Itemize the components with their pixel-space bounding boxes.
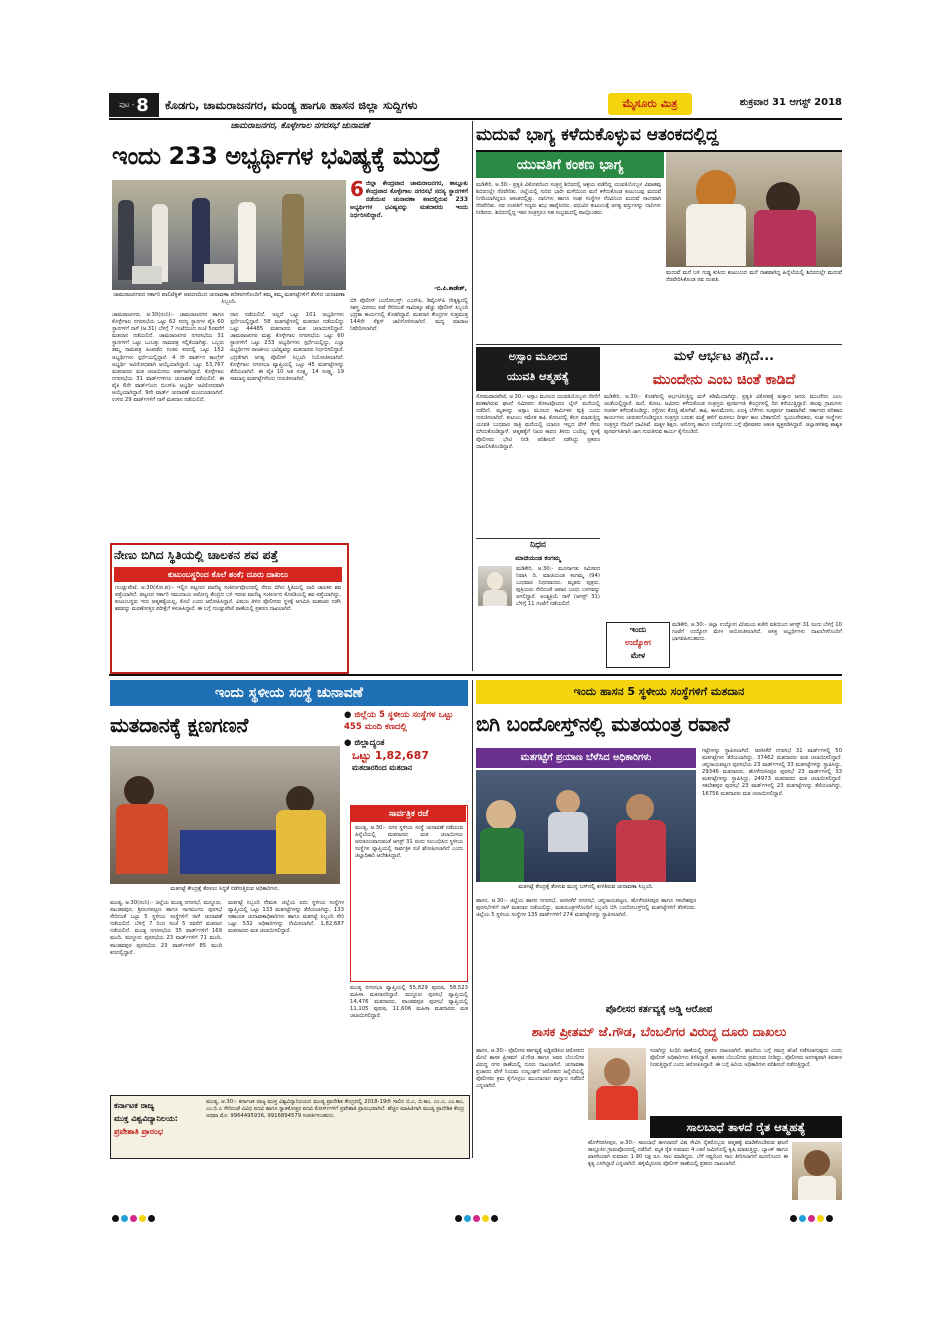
masthead-logo: ಮೈಸೂರು ಮಿತ್ರ xyxy=(608,93,692,115)
story4-body: ಗುಂಡ್ಲುಪೇಟೆ, ಆ.30(ಸೋ.ಪ):- ಇಲ್ಲಿನ ಪಟ್ಟಣದ ವಾಣಿಜ್ಯ ಸಂಕೀರ್ಣವೊಂದರಲ್ಲಿ ನೇಣು ಬಿಗಿದ ಸ್ಥಿತಿಯಲ್ಲಿ ಲಾರಿ ಚಾಲಕನ ಶವ ಪತ್ತೆಯಾಗಿದೆ. ಪಟ್ಟಣದ ಸರ್ಕಾರಿ ಸಮುದಾಯ ಆರೋಗ್ಯ ಕೇಂದ್ರದ ಬಳಿ ಇರುವ ವಾಣಿಜ್ಯ ಸಂಕೀರ್ಣದ ಕೊಠಡಿಯಲ್ಲಿ ಶವ ಪತ್ತೆಯಾಗಿದ್ದು, ಕುಟುಂಬಸ್ಥರು ಇದು ಆತ್ಮಹತ್ಯೆಯಲ್ಲ, ಕೊಲೆ ಎಂದು ಆರೋಪಿಸಿದ್ದಾರೆ. ವಿಷಯ ತಿಳಿದ ಪೊಲೀಸರು ಸ್ಥಳಕ್ಕೆ ಆಗಮಿಸಿ ಮಹಜರು ನಡೆಸಿ ಶವವನ್ನು ಮರಣೋತ್ತರ ಪರೀಕ್ಷೆಗೆ ಕಳುಹಿಸಿದ್ದಾರೆ. ಈ ಬಗ್ಗೆ ಗುಂಡ್ಲುಪೇಟೆ ಠಾಣೆಯಲ್ಲಿ ಪ್ರಕರಣ ದಾಖಲಾಗಿದೆ. xyxy=(115,585,341,613)
jobfair-label-line3: ಮೇಳ xyxy=(630,651,646,660)
edu-title-line2: ಮುಕ್ತ ವಿಶ್ವವಿದ್ಯಾನಿಲಯ: xyxy=(114,1114,178,1123)
story1-dropcap: 6 xyxy=(350,180,364,201)
story9-photo xyxy=(792,1142,842,1200)
registration-dot xyxy=(790,1215,797,1222)
story8-headline: ಶಾಸಕ ಪ್ರೀತಮ್ ಜೆ.ಗೌಡ, ಬೆಂಬಲಿಗರ ವಿರುದ್ಧ ದೂರು ದಾಖಲು xyxy=(531,1024,787,1039)
issue-date: ಶುಕ್ರವಾರ 31 ಆಗಸ್ಟ್ 2018 xyxy=(739,97,842,108)
story7-headline: ಬಿಗಿ ಬಂದೋಸ್ತ್‌ನಲ್ಲಿ ಮತಯಂತ್ರ ರವಾನೆ xyxy=(476,712,730,736)
story2-kicker: ಮದುವೆ ಭಾಗ್ಯ ಕಳೆದುಕೊಳ್ಳುವ ಆತಂಕದಲ್ಲಿದ್ದ xyxy=(476,120,842,152)
story8-col1: ಹಾಸನ, ಆ.30:- ಪೊಲೀಸರ ಕರ್ತವ್ಯಕ್ಕೆ ಅಡ್ಡಿಪಡಿಸಿದ ಆರೋಪದ ಮೇಲೆ ಶಾಸಕ ಪ್ರೀತಮ್ ಜೆ.ಗೌಡ ಹಾಗೂ ಅವರ ಬೆಂಬಲಿಗರ ವಿರುದ್ಧ ನಗರ ಠಾಣೆಯಲ್ಲಿ ದೂರು ದಾಖಲಾಗಿದೆ. ಚುನಾವಣಾ ಪ್ರಚಾರದ ವೇಳೆ ನಿಯಮ ಉಲ್ಲಂಘನೆ ಆರೋಪದ ಹಿನ್ನೆಲೆಯಲ್ಲಿ ಪೊಲೀಸರು ಕ್ರಮ ಕೈಗೊಳ್ಳಲು ಮುಂದಾದಾಗ ವಾಗ್ವಾದ ನಡೆದಿದೆ ಎನ್ನಲಾಗಿದೆ. xyxy=(476,1048,584,1090)
registration-dot xyxy=(464,1215,471,1222)
story1-caption: ಚಾಮರಾಜನಗರದ ಸರ್ಕಾರಿ ಪಾಲಿಟೆಕ್ನಿಕ್ ಆವರಣದಿಂದ ಚುನಾವಣಾ ಪರಿಕರಗಳೊಂದಿಗೆ ತಮ್ಮ ತಮ್ಮ ಮತಗಟ್ಟೆಗಳಿಗೆ ತೆರಳಿದ ಚುನಾವಣಾ ಸಿಬ್ಬಂದಿ. xyxy=(113,292,345,305)
story5-headline: ಮುಂದೇನು ಎಂಬ ಚಿಂತೆ ಕಾಡಿದೆ xyxy=(652,372,796,388)
story1-photo xyxy=(112,180,346,290)
story2-body: ಮಡಿಕೇರಿ, ಆ.30:- ಪ್ರಕೃತಿ ವಿಕೋಪದಿಂದ ಸಂತ್ರಸ್ತ ಶಿಬಿರದಲ್ಲಿ ಆಶ್ರಯ ಪಡೆದಿದ್ದ ಯುವತಿಯೊಬ್ಬಳ ವಿವಾಹವು ಶಿಬಿರದಲ್ಲೇ ನೆರವೇರಿತು. ಜಿಲ್ಲೆಯಲ್ಲಿ ಸುರಿದ ಭಾರೀ ಮಳೆಯಿಂದ ಮನೆ ಕಳೆದುಕೊಂಡ ಕುಟುಂಬವು ಮದುವೆ ನಿಗದಿಯಾಗಿದ್ದರೂ ಆತಂಕದಲ್ಲಿತ್ತು. ದಾನಿಗಳು ಹಾಗೂ ಸಂಘ ಸಂಸ್ಥೆಗಳ ನೆರವಿನಿಂದ ಮದುವೆ ಸಾಂಗವಾಗಿ ನೆರವೇರಿತು. ನವ ದಂಪತಿಗೆ ಗಣ್ಯರು ಶುಭ ಹಾರೈಸಿದರು. ವಧುವಿನ ಕುಟುಂಬಕ್ಕೆ ಅಗತ್ಯ ವಸ್ತುಗಳನ್ನು ದಾನಿಗಳು ನೀಡಿದರು. ಶಿಬಿರದಲ್ಲಿದ್ದ ಇತರ ಸಂತ್ರಸ್ತರೂ ಸಹ ಸಂಭ್ರಮದಲ್ಲಿ ಪಾಲ್ಗೊಂಡರು. xyxy=(476,182,661,217)
story7-subhead: ಮತಗಟ್ಟೆಗೆ ಪ್ರಯಾಣ ಬೆಳೆಸಿದ ಅಧಿಕಾರಿಗಳು xyxy=(476,748,696,768)
story7-col2: ಗಟ್ಟೆಗಳನ್ನು ಸ್ಥಾಪಿಸಲಾಗಿದೆ. ಅರಸೀಕೆರೆ ನಗರಸಭೆ 31 ವಾರ್ಡ್‌ಗಳಲ್ಲಿ 50 ಮತಗಟ್ಟೆಗಳು ತೆರೆಯಲಾಗಿದ್ದು, 37462 ಮತದಾರರು ಮತ ಚಲಾಯಿಸಲಿದ್ದಾರೆ. ಚನ್ನರಾಯಪಟ್ಟಣ ಪುರಸಭೆಯ 23 ವಾರ್ಡ್‌ಗಳಲ್ಲಿ 33 ಮತಗಟ್ಟೆಗಳನ್ನು ಸ್ಥಾಪಿಸಿದ್ದು, 29346 ಮತದಾರರು, ಹೊಳೆನರಸೀಪುರ ಪುರಸಭೆ 23 ವಾರ್ಡ್‌ಗಳಲ್ಲಿ 33 ಮತಗಟ್ಟೆಗಳನ್ನು ಸ್ಥಾಪಿಸಿದ್ದು, 24973 ಮತದಾರರು ಮತ ಚಲಾಯಿಸಲಿದ್ದಾರೆ. ಸಕಲೇಶಪುರ ಪುರಸಭೆ 23 ವಾರ್ಡ್‌ಗಳಲ್ಲಿ 23 ಮತಗಟ್ಟೆಗಳನ್ನು ತೆರೆಯಲಾಗಿದ್ದು, 16756 ಮತದಾರರು ಮತ ಚಲಾಯಿಸಲಿದ್ದಾರೆ. xyxy=(702,748,842,797)
column-rule xyxy=(472,121,473,671)
story7-photo xyxy=(476,770,696,882)
story6-headline: ಮತದಾನಕ್ಕೆ ಕ್ಷಣಗಣನೆ xyxy=(110,713,249,737)
story5-body: ಮಡಿಕೇರಿ, ಆ.30:- ಕೊಡಗಿನಲ್ಲಿ ಆರ್ಭಟಿಸುತ್ತಿದ್ದ ಮಳೆ ಕಡಿಮೆಯಾಗಿದ್ದು, ಪ್ರಕೃತಿ ವಿಕೋಪಕ್ಕೆ ತುತ್ತಾದ ಜನರು ಮುಂದೇನು ಎಂಬ ಚಿಂತೆಯಲ್ಲಿದ್ದಾರೆ. ಮನೆ, ತೋಟ, ಜಮೀನು ಕಳೆದುಕೊಂಡ ಸಂತ್ರಸ್ತರು ಪುನರ್ವಸತಿ ಕೇಂದ್ರಗಳಲ್ಲಿ ದಿನ ಕಳೆಯುತ್ತಿದ್ದಾರೆ. ಹಲವು ಗ್ರಾಮಗಳು ಸಂಪರ್ಕ ಕಳೆದುಕೊಂಡಿದ್ದು, ರಸ್ತೆಗಳು ಕೊಚ್ಚಿ ಹೋಗಿವೆ. ಕಾಫಿ, ಕಾಳುಮೆಣಸು, ಏಲಕ್ಕಿ ಬೆಳೆಗಳು ಸಂಪೂರ್ಣ ನಾಶವಾಗಿವೆ. ಸರ್ಕಾರದ ಪರಿಹಾರ ಕಾರ್ಯಗಳು ಚುರುಕುಗೊಂಡಿದ್ದರೂ ಸಂತ್ರಸ್ತರ ಬದುಕು ಮತ್ತೆ ಹಳಿಗೆ ಮರಳಲು ದೀರ್ಘ ಕಾಲ ಬೇಕಾಗಲಿದೆ. ಸ್ವಯಂಸೇವಕರು, ಸಂಘ ಸಂಸ್ಥೆಗಳು ಸಂತ್ರಸ್ತರ ನೆರವಿಗೆ ಧಾವಿಸಿವೆ. ಮಕ್ಕಳ ಶಿಕ್ಷಣ, ಆರೋಗ್ಯ ಹಾಗೂ ಉದ್ಯೋಗದ ಬಗ್ಗೆ ಪೋಷಕರು ಆತಂಕ ವ್ಯಕ್ತಪಡಿಸಿದ್ದಾರೆ. ಜಿಲ್ಲಾಡಳಿತವು ಶಾಶ್ವತ ಪುನರ್ವಸತಿಗಾಗಿ ಜಾಗ ಗುರುತಿಸುವ ಕಾರ್ಯ ಕೈಗೊಂಡಿದೆ. xyxy=(604,394,842,436)
story4-headline: ನೇಣು ಬಿಗಿದ ಸ್ಥಿತಿಯಲ್ಲಿ ಚಾಲಕನ ಶವ ಪತ್ತೆ xyxy=(114,548,279,562)
registration-dot xyxy=(148,1215,155,1222)
story9-body: ಹೊಳೆನರಸೀಪುರ, ಆ.30:- ಸಾಲಬಾಧೆ ತಾಳಲಾರದೆ ವಿಷ ಸೇವಿಸಿ ರೈತರೊಬ್ಬರು ಆತ್ಮಹತ್ಯೆ ಮಾಡಿಕೊಂಡಿರುವ ಘಟನೆ ತಾಲ್ಲೂಕಿನ ಗ್ರಾಮವೊಂದರಲ್ಲಿ ನಡೆದಿದೆ. ಮೃತ ರೈತ ಸುಮಾರು 4 ಎಕರೆ ಜಮೀನಿನಲ್ಲಿ ಕೃಷಿ ಮಾಡುತ್ತಿದ್ದು, ಬ್ಯಾಂಕ್ ಹಾಗೂ ಖಾಸಗಿಯಾಗಿ ಸುಮಾರು 1.90 ಲಕ್ಷ ರೂ. ಸಾಲ ಮಾಡಿದ್ದರು. ಬೆಳೆ ನಷ್ಟದಿಂದ ಸಾಲ ತೀರಿಸಲಾಗದೆ ಮನನೊಂದು ಈ ಕೃತ್ಯ ಎಸಗಿದ್ದಾರೆ ಎನ್ನಲಾಗಿದೆ. ಹಳ್ಳಿಮೈಸೂರು ಪೊಲೀಸ್ ಠಾಣೆಯಲ್ಲಿ ಪ್ರಕರಣ ದಾಖಲಾಗಿದೆ. xyxy=(588,1140,788,1168)
story6-bullet2: ● ಜಿಲ್ಲಾದ್ಯಂತ xyxy=(344,738,385,748)
story5-kicker: ಮಳೆ ಆರ್ಭಟ ತಗ್ಗಿದೆ... xyxy=(673,349,775,364)
edu-title-line3: ಪ್ರವೇಶಾತಿ ಪ್ರಾರಂಭ xyxy=(114,1127,164,1136)
story6-bullet2-label: ಜಿಲ್ಲಾದ್ಯಂತ xyxy=(354,738,385,748)
story3-headline-line1: ಅಸ್ಸಾಂ ಮೂಲದ xyxy=(508,350,568,363)
registration-dot xyxy=(482,1215,489,1222)
story1-kicker: ಚಾಮರಾಜನಗರ, ಕೊಳ್ಳೇಗಾಲ ನಗರಸಭೆ ಚುನಾವಣೆ xyxy=(230,121,370,131)
page-number: 8 xyxy=(136,94,149,116)
obituary-photo xyxy=(478,566,512,606)
edu-text: ಮಂಡ್ಯ, ಆ.30:- ಕರ್ನಾಟಕ ರಾಜ್ಯ ಮುಕ್ತ ವಿಶ್ವವಿದ್ಯಾನಿಲಯದ ಮಂಡ್ಯ ಪ್ರಾದೇಶಿಕ ಕೇಂದ್ರದಲ್ಲಿ 2018-19ನೇ ಸಾಲಿನ ಬಿ.ಎ, ಬಿ.ಕಾಂ, ಎಂ.ಎ, ಎಂ.ಕಾಂ, ಎಂ.ಬಿ.ಎ ಸೇರಿದಂತೆ ವಿವಿಧ ಪದವಿ ಹಾಗೂ ಸ್ನಾತಕೋತ್ತರ ಪದವಿ ಕೋರ್ಸ್‌ಗಳಿಗೆ ಪ್ರವೇಶಾತಿ ಪ್ರಾರಂಭವಾಗಿದೆ. ಹೆಚ್ಚಿನ ಮಾಹಿತಿಗಾಗಿ ಮಂಡ್ಯ ಪ್ರಾದೇಶಿಕ ಕೇಂದ್ರ ಅಥವಾ ಮೊ: 9964495936, 9916894579 ಸಂಪರ್ಕಿಸಬಹುದು. xyxy=(206,1099,464,1120)
story7-caption: ಮತಗಟ್ಟೆ ಕೇಂದ್ರಕ್ಕೆ ತೆರಳುವ ಮುನ್ನ ಬಸ್‌ನಲ್ಲಿ ಕುಳಿತಿರುವ ಚುನಾವಣಾ ಸಿಬ್ಬಂದಿ. xyxy=(518,884,654,890)
story6-col2: ಮತಗಟ್ಟೆ ಸಿಬ್ಬಂದಿ ನೇಮಕ: ಜಿಲ್ಲೆಯ ಐದು ಸ್ಥಳೀಯ ಸಂಸ್ಥೆಗಳ ವ್ಯಾಪ್ತಿಯಲ್ಲಿ ಒಟ್ಟು 133 ಮತಗಟ್ಟೆಗಳನ್ನು ತೆರೆಯಲಾಗಿದ್ದು, 133 ಸಹಾಯಕ ಚುನಾವಣಾಧಿಕಾರಿಗಳು ಹಾಗೂ ಮತಗಟ್ಟೆ ಸಿಬ್ಬಂದಿ ಸೇರಿ ಒಟ್ಟು 532 ಅಧಿಕಾರಿಗಳನ್ನು ನೇಮಿಸಲಾಗಿದೆ. 1,82,687 ಮತದಾರರು ಮತ ಚಲಾಯಿಸಲಿದ್ದಾರೆ. xyxy=(228,900,344,935)
obituary-text: ಮಡಿಕೇರಿ, ಆ.30:- ಮೂರ್ನಾಡು ಸಮೀಪದ ನಿವಾಸಿ ದಿ. ಮಾಚಿಯಂಡ ಕಂಗಮ್ಮ (94) ಬುಧವಾರ ನಿಧನರಾದರು. ಮೃತರು ಪುತ್ರರು, ಪುತ್ರಿಯರು ಸೇರಿದಂತೆ ಅಪಾರ ಬಂಧು ಬಳಗವನ್ನು ಅಗಲಿದ್ದಾರೆ. ಅಂತ್ಯಕ್ರಿಯೆ ನಾಳೆ (ಆಗಸ್ಟ್ 31) ಬೆಳಿಗ್ಗೆ 11 ಗಂಟೆಗೆ ನಡೆಯಲಿದೆ. xyxy=(516,566,600,608)
jobfair-label-line2: ಉದ್ಯೋಗ xyxy=(625,638,651,647)
story4-subhead: ಕುಟುಂಬಸ್ಥರಿಂದ ಕೊಲೆ ಶಂಕೆ; ದೂರು ದಾಖಲು xyxy=(114,567,342,582)
registration-dot xyxy=(112,1215,119,1222)
registration-marks-right xyxy=(790,1207,835,1226)
registration-dot xyxy=(455,1215,462,1222)
registration-marks-left xyxy=(112,1207,157,1226)
story6-col1: ಮಂಡ್ಯ, ಆ.30(ನಂನಿ):- ಜಿಲ್ಲೆಯ ಮಂಡ್ಯ ನಗರಸಭೆ, ಮದ್ದೂರು, ಪಾಂಡವಪುರ, ಶ್ರೀರಂಗಪಟ್ಟಣ ಹಾಗೂ ನಾಗಮಂಗಲ ಪುರಸಭೆ ಸೇರಿದಂತೆ ಒಟ್ಟು 5 ಸ್ಥಳೀಯ ಸಂಸ್ಥೆಗಳಿಗೆ ನಾಳೆ ಚುನಾವಣೆ ನಡೆಯಲಿದೆ. ಬೆಳಿಗ್ಗೆ 7 ರಿಂದ ಸಂಜೆ 5 ರವರೆಗೆ ಮತದಾನ ನಡೆಯಲಿದೆ. ಮಂಡ್ಯ ನಗರಸಭೆಯ 35 ವಾರ್ಡ್‌ಗಳಿಗೆ 169 ಮಂದಿ, ಮದ್ದೂರು ಪುರಸಭೆಯ 23 ವಾರ್ಡ್‌ಗಳಿಗೆ 71 ಮಂದಿ, ಪಾಂಡವಪುರ ಪುರಸಭೆಯ 23 ವಾರ್ಡ್‌ಗಳಿಗೆ 85 ಮಂದಿ ಕಣದಲ್ಲಿದ್ದಾರೆ. xyxy=(110,900,222,956)
story6-bullet2-tail: ಮತದಾರರಿಂದ ಮತದಾನ xyxy=(352,763,413,772)
story1-col3: ಬಿಗಿ ಪೊಲೀಸ್ ಬಂದೋಬಸ್ತ್: ಎಎಸ್‌ಪಿ, ಡಿವೈಎಸ್‌ಪಿ ನೇತೃತ್ವದಲ್ಲಿ ಸಶಸ್ತ್ರ ಮೀಸಲು ಪಡೆ ಸೇರಿದಂತೆ ಸಾವಿರಕ್ಕೂ ಹೆಚ್ಚು ಪೊಲೀಸ್ ಸಿಬ್ಬಂದಿ ಭದ್ರತಾ ಕಾರ್ಯದಲ್ಲಿ ತೊಡಗಿದ್ದಾರೆ. ಮತದಾನ ಕೇಂದ್ರಗಳ ಸುತ್ತಮುತ್ತ 144ನೇ ಸೆಕ್ಷನ್ ಜಾರಿಗೊಳಿಸಲಾಗಿದೆ. ಮದ್ಯ ಮಾರಾಟ ನಿಷೇಧಿಸಲಾಗಿದೆ. xyxy=(350,298,468,333)
story8-kicker: ಪೊಲೀಸರ ಕರ್ತವ್ಯಕ್ಕೆ ಅಡ್ಡಿ ಆರೋಪ xyxy=(605,1004,713,1015)
story1-byline: -ಬಿ.ಪಿ.ಕಾಡೇಶ್, xyxy=(433,285,467,292)
story2-caption: ಮದುವೆ ಮನೆ ಬಳಿ ಗುಡ್ಡ ಕುಸಿದು ಕುಟುಂಬದ ಮನೆ ನಾಶವಾಗಿದ್ದ ಹಿನ್ನೆಲೆಯಲ್ಲಿ ಶಿಬಿರದಲ್ಲೇ ಮದುವೆ ನೆರವೇರಿಸಿಕೊಂಡ ನವ ದಂಪತಿ. xyxy=(666,270,842,283)
story3-headline-line2: ಯುವತಿ ಆತ್ಮಹತ್ಯೆ xyxy=(507,370,569,383)
page-label: ಪುಟ - xyxy=(119,100,135,109)
story7-col1: ಹಾಸನ, ಆ.30:- ಜಿಲ್ಲೆಯ ಹಾಸನ ನಗರಸಭೆ, ಅರಸೀಕೆರೆ ನಗರಸಭೆ, ಚನ್ನರಾಯಪಟ್ಟಣ, ಹೊಳೆನರಸೀಪುರ ಹಾಗೂ ಸಕಲೇಶಪುರ ಪುರಸಭೆಗಳಿಗೆ ನಾಳೆ ಮತದಾನ ನಡೆಯಲಿದ್ದು, ಮತಯಂತ್ರಗಳೊಂದಿಗೆ ಸಿಬ್ಬಂದಿ ಬಿಗಿ ಬಂದೋಬಸ್ತ್‌ನಲ್ಲಿ ಮತಗಟ್ಟೆಗಳಿಗೆ ತೆರಳಿದರು. ಜಿಲ್ಲೆಯ 5 ಸ್ಥಳೀಯ ಸಂಸ್ಥೆಗಳ 135 ವಾರ್ಡ್‌ಗಳಿಗೆ 274 ಮತಗಟ್ಟೆಗಳನ್ನು ಸ್ಥಾಪಿಸಲಾಗಿದೆ. xyxy=(476,898,696,919)
story2-photo xyxy=(666,152,842,267)
story1-col2: ದಾನ ನಡೆಯಲಿದೆ. ಅಲ್ಲದೆ ಒಟ್ಟು 101 ಅಭ್ಯರ್ಥಿಗಳು ಸ್ಪರ್ಧೆಯಲ್ಲಿದ್ದಾರೆ. 58 ಮತಗಟ್ಟೆಗಳಲ್ಲಿ ಮತದಾನ ನಡೆಯಲಿದ್ದು ಒಟ್ಟು 44485 ಮತದಾರರು ಮತ ಚಲಾಯಿಸಲಿದ್ದಾರೆ. ಚಾಮರಾಜನಗರ ಮತ್ತು ಕೊಳ್ಳೇಗಾಲ ನಗರಸಭೆಯ ಒಟ್ಟು 60 ಸ್ಥಾನಗಳಿಗೆ ಒಟ್ಟು 233 ಅಭ್ಯರ್ಥಿಗಳು ಸ್ಪರ್ಧೆಯಲ್ಲಿದ್ದು, ಎಲ್ಲಾ ಅಭ್ಯರ್ಥಿಗಳ ರಾಜಕೀಯ ಭವಿಷ್ಯವನ್ನು ಮತದಾರರು ನಿರ್ಧರಿಸಲಿದ್ದಾರೆ. ಭದ್ರತೆಗಾಗಿ ಅಗತ್ಯ ಪೊಲೀಸ್ ಸಿಬ್ಬಂದಿ ನಿಯೋಜಿಸಲಾಗಿದೆ. ಕೊಳ್ಳೇಗಾಲ ನಗರಸಭಾ ವ್ಯಾಪ್ತಿಯಲ್ಲಿ ಒಟ್ಟು 45 ಮತಗಟ್ಟೆಗಳನ್ನು ತೆರೆಯಲಾಗಿದೆ. ಈ ಪೈಕಿ 10 ಅತಿ ಸೂಕ್ಷ್ಮ, 14 ಸೂಕ್ಷ್ಮ, 19 ಸಾಮಾನ್ಯ ಮತಗಟ್ಟೆಗಳೆಂದು ಗುರುತಿಸಲಾಗಿದೆ. xyxy=(230,312,344,382)
column-rule-lower xyxy=(472,680,473,1158)
story6-banner: ಇಂದು ಸ್ಥಳೀಯ ಸಂಸ್ಥೆ ಚುನಾವಣೆ xyxy=(110,680,468,706)
holiday-text: ಮಂಡ್ಯ, ಆ.30:- ನಗರ ಸ್ಥಳೀಯ ಸಂಸ್ಥೆ ಚುನಾವಣೆ ನಡೆಯುವ ಹಿನ್ನೆಲೆಯಲ್ಲಿ ಮತದಾರರು ಮತ ಚಲಾಯಿಸಲು ಅನುಕೂಲವಾಗುವಂತೆ ಆಗಸ್ಟ್ 31 ರಂದು ಸಂಬಂಧಿಸಿದ ಸ್ಥಳೀಯ ಸಂಸ್ಥೆಗಳ ವ್ಯಾಪ್ತಿಯಲ್ಲಿ ಸಾರ್ವತ್ರಿಕ ರಜೆ ಘೋಷಿಸಲಾಗಿದೆ ಎಂದು ಜಿಲ್ಲಾಧಿಕಾರಿ ಆದೇಶಿಸಿದ್ದಾರೆ. xyxy=(355,825,463,860)
registration-dot xyxy=(808,1215,815,1222)
story1-lead-text: ಜಿಲ್ಲಾ ಕೇಂದ್ರವಾದ ಚಾಮರಾಜನಗರ, ತಾಲ್ಲೂಕು ಕೇಂದ್ರವಾದ ಕೊಳ್ಳೇಗಾಲ ನಗರಸಭೆ ಸದಸ್ಯ ಸ್ಥಾನಗಳಿಗೆ ನಡೆಯುವ ಚುನಾವಣಾ ಕಣದಲ್ಲಿರುವ 233 ಅಭ್ಯರ್ಥಿಗಳ ಭವಿಷ್ಯವನ್ನು ಮತದಾರರು ಇಂದು ನಿರ್ಧರಿಸಲಿದ್ದಾರೆ. xyxy=(350,180,468,219)
story6-col3: ಮಂಡ್ಯ ನಗರಸಭಾ ವ್ಯಾಪ್ತಿಯಲ್ಲಿ 55,829 ಪುರುಷ, 58,523 ಮಹಿಳಾ ಮತದಾರರಿದ್ದಾರೆ. ಮದ್ದೂರು ಪುರಸಭೆ ವ್ಯಾಪ್ತಿಯಲ್ಲಿ 14,476 ಮತದಾರರು, ಪಾಂಡವಪುರ ಪುರಸಭೆ ವ್ಯಾಪ್ತಿಯಲ್ಲಿ 11,105 ಪುರುಷ, 11,606 ಮಹಿಳಾ ಮತದಾರರು ಮತ ಚಲಾಯಿಸಲಿದ್ದಾರೆ. xyxy=(350,985,468,1020)
story6-bullet1-text: ಜಿಲ್ಲೆಯ 5 ಸ್ಥಳೀಯ ಸಂಸ್ಥೆಗಳ ಒಟ್ಟು 455 ಮಂದಿ ಕಣದಲ್ಲಿ xyxy=(344,710,454,732)
registration-dot xyxy=(121,1215,128,1222)
story6-bullet1: ● ಜಿಲ್ಲೆಯ 5 ಸ್ಥಳೀಯ ಸಂಸ್ಥೆಗಳ ಒಟ್ಟು 455 ಮಂದಿ ಕಣದಲ್ಲಿ xyxy=(344,710,454,732)
story2-rule xyxy=(476,344,842,345)
story3-body: ಸೋಮವಾರಪೇಟೆ, ಆ.30:- ಅಸ್ಸಾಂ ಮೂಲದ ಯುವತಿಯೊಬ್ಬಳು ನೇಣಿಗೆ ಶರಣಾಗಿರುವ ಘಟನೆ ಸಮೀಪದ ತೋಟವೊಂದರ ಲೈನ್ ಮನೆಯಲ್ಲಿ ನಡೆದಿದೆ. ಮೃತಳನ್ನು ಅಸ್ಸಾಂ ಮೂಲದ ಕಾರ್ಮಿಕನ ಪುತ್ರಿ ಎಂದು ಗುರುತಿಸಲಾಗಿದೆ. ಕುಟುಂಬ ಸಮೇತ ಕಾಫಿ ತೋಟದಲ್ಲಿ ಕೆಲಸ ಮಾಡುತ್ತಿದ್ದ ಯುವತಿ ಬುಧವಾರ ರಾತ್ರಿ ಮನೆಯಲ್ಲಿ ಯಾರೂ ಇಲ್ಲದ ವೇಳೆ ನೇಣು ಬಿಗಿದುಕೊಂಡಿದ್ದಾಳೆ. ಆತ್ಮಹತ್ಯೆಗೆ ನಿಖರ ಕಾರಣ ತಿಳಿದು ಬಂದಿಲ್ಲ. ಸ್ಥಳಕ್ಕೆ ಪೊಲೀಸರು ಭೇಟಿ ನೀಡಿ ಪರಿಶೀಲನೆ ನಡೆಸಿದ್ದು ಪ್ರಕರಣ ದಾಖಲಿಸಿಕೊಂಡಿದ್ದಾರೆ. xyxy=(476,394,600,450)
holiday-title: ಸಾರ್ವತ್ರಿಕ ರಜೆ xyxy=(351,806,466,822)
story8-photo xyxy=(588,1048,646,1120)
registration-dot xyxy=(473,1215,480,1222)
story7-banner: ಇಂದು ಹಾಸನ 5 ಸ್ಥಳೀಯ ಸಂಸ್ಥೆಗಳಿಗೆ ಮತದಾನ xyxy=(476,680,842,704)
story1-headline: ಇಂದು 233 ಅಭ್ಯರ್ಥಿಗಳ ಭವಿಷ್ಯಕ್ಕೆ ಮುದ್ರೆ xyxy=(112,142,440,170)
story2-headline: ಯುವತಿಗೆ ಕಂಕಣ ಭಾಗ್ಯ xyxy=(476,152,664,178)
story8-col2: ಸಲಾಗಿದ್ದು ಸಿಂಧಿನಿ ಠಾಣೆಯಲ್ಲಿ ಪ್ರಕರಣ ದಾಖಲಾಗಿದೆ. ಘಟನೆಯ ಬಗ್ಗೆ ಸಮಗ್ರ ತನಿಖೆ ನಡೆಸಲಾಗುವುದು ಎಂದು ಪೊಲೀಸ್ ಅಧಿಕಾರಿಗಳು ತಿಳಿಸಿದ್ದಾರೆ. ಶಾಸಕರ ಬೆಂಬಲಿಗರು ಪ್ರತಿದೂರು ನೀಡಿದ್ದು, ಪೊಲೀಸರು ಅನಗತ್ಯವಾಗಿ ಕಿರುಕುಳ ನೀಡುತ್ತಿದ್ದಾರೆ ಎಂದು ಆರೋಪಿಸಿದ್ದಾರೆ. ಈ ಬಗ್ಗೆ ಹಿರಿಯ ಅಧಿಕಾರಿಗಳು ಪರಿಶೀಲನೆ ನಡೆಸುತ್ತಿದ್ದಾರೆ. xyxy=(650,1048,842,1069)
story6-caption: ಮತಗಟ್ಟೆ ಕೇಂದ್ರಕ್ಕೆ ತೆರಳಲು ಸಿದ್ಧತೆ ನಡೆಸುತ್ತಿರುವ ಅಧಿಕಾರಿಗಳು. xyxy=(170,886,280,892)
registration-dot xyxy=(139,1215,146,1222)
page-number-badge xyxy=(109,93,159,117)
obituary-name: ಮಾಚಿಯಂಡ ಕಂಗಮ್ಮ xyxy=(515,554,561,562)
registration-dot xyxy=(491,1215,498,1222)
story6-bullets xyxy=(344,709,468,803)
registration-dot xyxy=(826,1215,833,1222)
section-title: ಕೊಡಗು, ಚಾಮರಾಜನಗರ, ಮಂಡ್ಯ ಹಾಗೂ ಹಾಸನ ಜಿಲ್ಲಾ ಸುದ್ದಿಗಳು xyxy=(165,98,418,112)
edu-title xyxy=(114,1099,202,1138)
registration-dot xyxy=(817,1215,824,1222)
jobfair-label-line1: ಇಂದು xyxy=(629,625,647,634)
story1-col1: ಚಾಮರಾಜನಗರ, ಆ.30(ನಂನಿ):- ಚಾಮರಾಜನಗರ ಹಾಗೂ ಕೊಳ್ಳೇಗಾಲ ನಗರಸಭೆಯ ಒಟ್ಟು 62 ಸದಸ್ಯ ಸ್ಥಾನಗಳ ಪೈಕಿ 60 ಸ್ಥಾನಗಳಿಗೆ ನಾಳೆ (ಆ.31) ಬೆಳಿಗ್ಗೆ 7 ಗಂಟೆಯಿಂದ ಸಂಜೆ 5ರವರೆಗೆ ಮತದಾನ ನಡೆಯಲಿದೆ. ಚಾಮರಾಜನಗರ ನಗರಸಭೆಯ 31 ಸ್ಥಾನಗಳಿಗೆ ಒಟ್ಟು ಒಂಬತ್ತು ನಾಮಪತ್ರ ಸಲ್ಲಿಕೆಯಾಗಿತ್ತು. ಒಬ್ಬರು ತಮ್ಮ ನಾಮಪತ್ರ ಹಿಂಪಡೆದ ನಂತರ ಕಣದಲ್ಲಿ ಒಟ್ಟು 152 ಅಭ್ಯರ್ಥಿಗಳು ಸ್ಪರ್ಧೆಯಲ್ಲಿದ್ದಾರೆ. 4 ನೇ ವಾರ್ಡ್‌ನ ಕಾಂಗ್ರೆಸ್ ಅಭ್ಯರ್ಥಿ ಅವಿರೋಧವಾಗಿ ಆಯ್ಕೆಯಾಗಿದ್ದಾರೆ. ಒಟ್ಟು 53,767 ಮತದಾರರು ಮತ ಚಲಾಯಿಸಲು ಅರ್ಹರಾಗಿದ್ದಾರೆ. ಕೊಳ್ಳೇಗಾಲ ನಗರಸಭೆಯ 31 ವಾರ್ಡ್‌ಗಳಿಗೂ ಚುನಾವಣೆ ನಡೆಯಲಿದೆ. ಈ ಪೈಕಿ 6ನೇ ವಾರ್ಡ್‌ನಿಂದ ಬಿಎಸ್‌ಪಿ ಅಭ್ಯರ್ಥಿ ಅವಿರೋಧವಾಗಿ ಆಯ್ಕೆಯಾಗಿದ್ದಾರೆ. 9ನೇ ವಾರ್ಡ್ ಚುನಾವಣೆ ಮುಂದೂಡಲಾಗಿದೆ. ಉಳಿದ 29 ವಾರ್ಡ್‌ಗಳಿಗೆ ನಾಳೆ ಮತದಾನ ನಡೆಯಲಿದೆ. xyxy=(112,312,224,404)
registration-dot xyxy=(799,1215,806,1222)
obituary-title: ನಿಧನ xyxy=(530,540,546,550)
mid-rule xyxy=(109,674,842,676)
jobfair-text: ಮಡಿಕೇರಿ, ಆ.30:- ಜಿಲ್ಲಾ ಉದ್ಯೋಗ ವಿನಿಮಯ ಕಚೇರಿ ವತಿಯಿಂದ ಆಗಸ್ಟ್ 31 ರಂದು ಬೆಳಿಗ್ಗೆ 10 ಗಂಟೆಗೆ ಉದ್ಯೋಗ ಮೇಳ ಆಯೋಜಿಸಲಾಗಿದೆ. ಆಸಕ್ತ ಅಭ್ಯರ್ಥಿಗಳು ದಾಖಲೆಗಳೊಂದಿಗೆ ಭಾಗವಹಿಸಬಹುದು. xyxy=(672,622,842,643)
story9-headline: ಸಾಲಬಾಧೆ ತಾಳದೆ ರೈತ ಆತ್ಮಹತ್ಯೆ xyxy=(650,1116,842,1138)
story6-bullet2-value: ಒಟ್ಟು 1,82,687 xyxy=(352,749,429,762)
edu-title-line1: ಕರ್ನಾಟಕ ರಾಜ್ಯ xyxy=(114,1101,155,1110)
story6-photo xyxy=(110,746,340,884)
registration-dot xyxy=(130,1215,137,1222)
story3-headline-box xyxy=(476,347,600,391)
registration-marks-center xyxy=(455,1207,500,1226)
story1-lead xyxy=(350,180,468,280)
jobfair-label xyxy=(606,622,670,668)
